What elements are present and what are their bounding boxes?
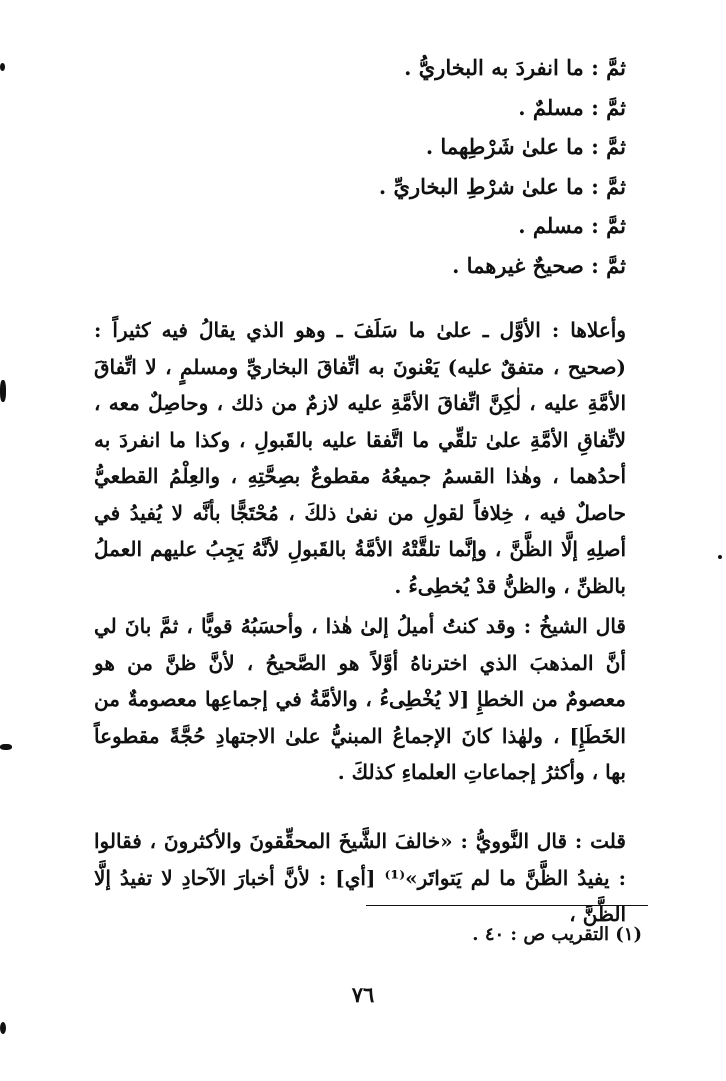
footnote-divider — [366, 905, 648, 906]
list-item: ثمَّ : ما انفردَ به البخاريُّ . — [404, 55, 626, 80]
ranking-list — [94, 48, 626, 285]
paragraph-nawawi-quote: قلت : قال النَّوويُّ : «خالفَ الشَّيخَ المحقِّقونَ والأكثرونَ ، فقالوا : يفيدُ الظَّنَّ ما لم يَتواتَر»⁽¹⁾ [أي] : لأنَّ أخبارَ الآحادِ لا تفيدُ إلَّا الظَّنَّ ، — [94, 829, 626, 926]
paragraph-sheikh-opinion: قال الشيخُ : وقد كنتُ أميلُ إلىٰ هٰذا ، وأحسَبُهُ قويًّا ، ثمَّ بانَ لي أنَّ المذهبَ الذي اخترناهُ أوَّلاً هو الصَّحيحُ ، لأنَّ ظنَّ من هو معصومٌ من الخطإِ [لا يُخْطِىءُ ، والأمَّةُ في إجماعِها معصومةٌ من الخَطَإِ] ، ولهٰذا كانَ الإجماعُ المبنيُّ علىٰ الاجتهادِ حُجَّةً مقطوعاً بها ، وأكثرُ إجماعاتِ العلماءِ كذلكَ . — [94, 614, 626, 784]
scan-artifact — [0, 744, 12, 750]
list-item: ثمَّ : ما علىٰ شَرْطِهما . — [425, 134, 626, 159]
paragraph-highest-rank: وأعلاها : الأوَّل ـ علىٰ ما سَلَفَ ـ وهو الذي يقالُ فيه كثيراً : (صحيح ، متفقٌ عليه) يَعْنونَ به اتِّفاقَ البخاريِّ ومسلمٍ ، لا اتِّفاقَ الأمَّةِ عليه ، لٰكِنَّ اتِّفاقَ الأمَّةِ عليه لازمٌ من ذلك ، وحاصِلٌ معه ، لاتِّفاقِ الأمَّةِ علىٰ تلقِّي ما اتَّفقا عليه بالقَبولِ ، وكذا ما انفردَ به أحدُهما ، وهٰذا القسمُ جميعُهُ مقطوعٌ بصِحَّتِهِ ، والعِلْمُ القطعيُّ حاصلٌ فيه ، خِلافاً لقولِ من نفىٰ ذلكَ ، مُحْتَجًّا بأنَّه لا يُفيدُ في أصلِهِ إلَّا الظَّنَّ ، وإنَّما تلقَّتْهُ الأمَّةُ بالقَبولِ لأنَّهُ يَجِبُ عليهم العملُ بالظنِّ ، والظنُّ قدْ يُخطِىءُ . — [94, 318, 627, 598]
list-item: ثمَّ : مسلم . — [518, 213, 626, 238]
list-item: ثمَّ : مسلمٌ . — [518, 94, 626, 120]
scan-artifact — [0, 63, 5, 71]
scan-artifact — [0, 1022, 6, 1034]
scan-artifact — [718, 555, 722, 559]
footnote: (١) التقريب ص : ٤٠ . — [472, 924, 642, 945]
list-item: ثمَّ : صحيحٌ غيرهما . — [452, 252, 626, 278]
page-number: ٧٦ — [351, 982, 375, 1007]
scan-artifact — [0, 380, 6, 402]
list-item: ثمَّ : ما علىٰ شرْطِ البخاريِّ . — [378, 173, 626, 199]
